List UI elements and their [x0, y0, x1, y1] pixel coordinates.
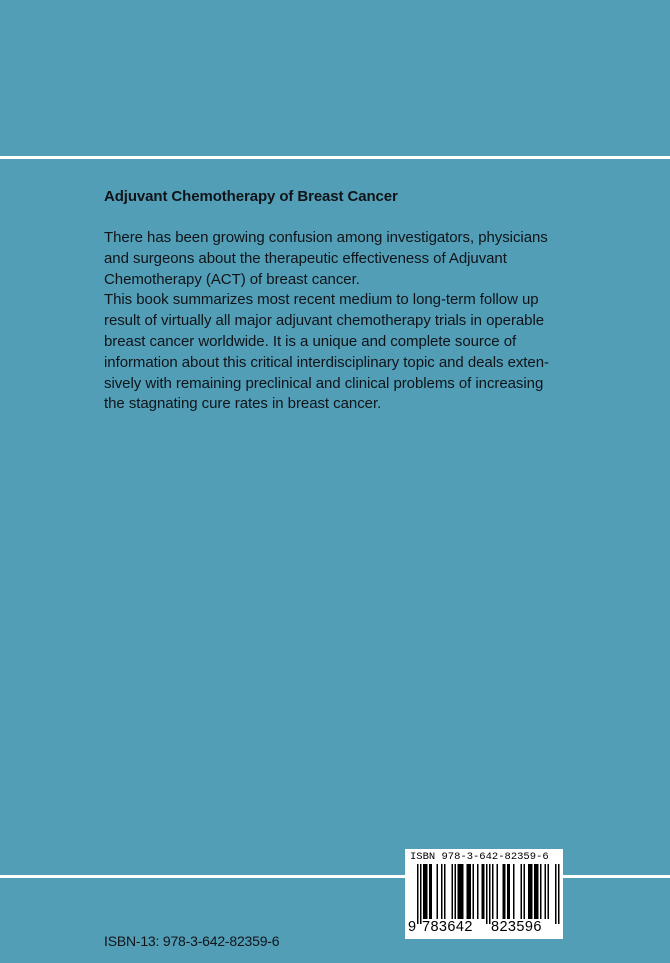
barcode-guard-bar — [486, 864, 488, 924]
barcode-bar — [530, 864, 532, 919]
description-line: Chemotherapy (ACT) of breast cancer. — [104, 270, 360, 288]
barcode-bar — [483, 864, 485, 919]
barcode-bar — [492, 864, 494, 919]
barcode-bar — [537, 864, 539, 919]
barcode-isbn-text: ISBN 978-3-642-82359-6 — [410, 851, 549, 863]
top-divider — [0, 156, 670, 159]
barcode-guard-bar — [420, 864, 422, 924]
barcode-bar — [462, 864, 464, 919]
description-line: This book summarizes most recent medium to long-term follow up — [104, 291, 539, 309]
barcode-bar — [521, 864, 523, 919]
barcode-bar — [455, 864, 457, 919]
barcode-bar — [470, 864, 472, 919]
description-line: the stagnating cure rates in breast cancer. — [104, 395, 382, 413]
description-line: information about this critical interdisciplinary topic and deals exten- — [104, 353, 549, 371]
barcode-bar — [482, 864, 484, 919]
barcode-bar — [540, 864, 542, 919]
description-line: result of virtually all major adjuvant chemotherapy trials in operable — [104, 312, 545, 330]
barcode-bar — [503, 864, 505, 919]
description-line: and surgeons about the therapeutic effectiveness of Adjuvant — [104, 249, 507, 267]
barcode-lead-digit: 9 — [408, 919, 417, 935]
barcode-bar — [536, 864, 538, 919]
barcode-bar — [531, 864, 533, 919]
barcode-right-digits: 823596 — [491, 919, 542, 935]
barcode-bar — [497, 864, 499, 919]
barcode-bar — [431, 864, 433, 919]
book-description — [104, 228, 604, 415]
description-line: sively with remaining preclinical and clinical problems of increasing — [104, 374, 544, 392]
barcode-bar — [528, 864, 530, 919]
book-title: Adjuvant Chemotherapy of Breast Cancer — [104, 188, 398, 205]
barcode-bar — [545, 864, 547, 919]
barcode-label — [405, 849, 563, 939]
barcode-bar — [468, 864, 470, 919]
barcode-bar — [473, 864, 475, 919]
bottom-divider — [0, 875, 670, 878]
barcode-bar — [513, 864, 515, 919]
barcode-bar — [524, 864, 526, 919]
barcode-bar — [423, 864, 425, 919]
barcode-bar — [504, 864, 506, 919]
barcode-bar — [477, 864, 479, 919]
barcode-bar — [461, 864, 463, 919]
isbn13-label: ISBN-13: 978-3-642-82359-6 — [104, 933, 280, 949]
barcode-bar — [548, 864, 550, 919]
barcode-bar — [534, 864, 536, 919]
barcode-bar — [467, 864, 469, 919]
barcode-bar — [459, 864, 461, 919]
barcode-bar — [429, 864, 431, 919]
description-line: There has been growing confusion among investigators, physicians — [104, 229, 548, 246]
barcode-guard-bar — [555, 864, 557, 924]
barcode-bar — [507, 864, 509, 919]
barcode-left-digits: 783642 — [422, 919, 473, 935]
barcode-guard-bar — [558, 864, 560, 924]
barcode-bar — [425, 864, 427, 919]
barcode-bar — [444, 864, 446, 919]
barcode-bar — [441, 864, 443, 919]
barcode-guard-bar — [417, 864, 419, 924]
barcode-bar — [437, 864, 439, 919]
barcode-bar — [426, 864, 428, 919]
barcode-bar — [452, 864, 454, 919]
barcode-bar — [509, 864, 511, 919]
barcode-bar — [458, 864, 460, 919]
barcode-guard-bar — [489, 864, 491, 924]
description-line: breast cancer worldwide. It is a unique and complete source of — [104, 332, 517, 350]
